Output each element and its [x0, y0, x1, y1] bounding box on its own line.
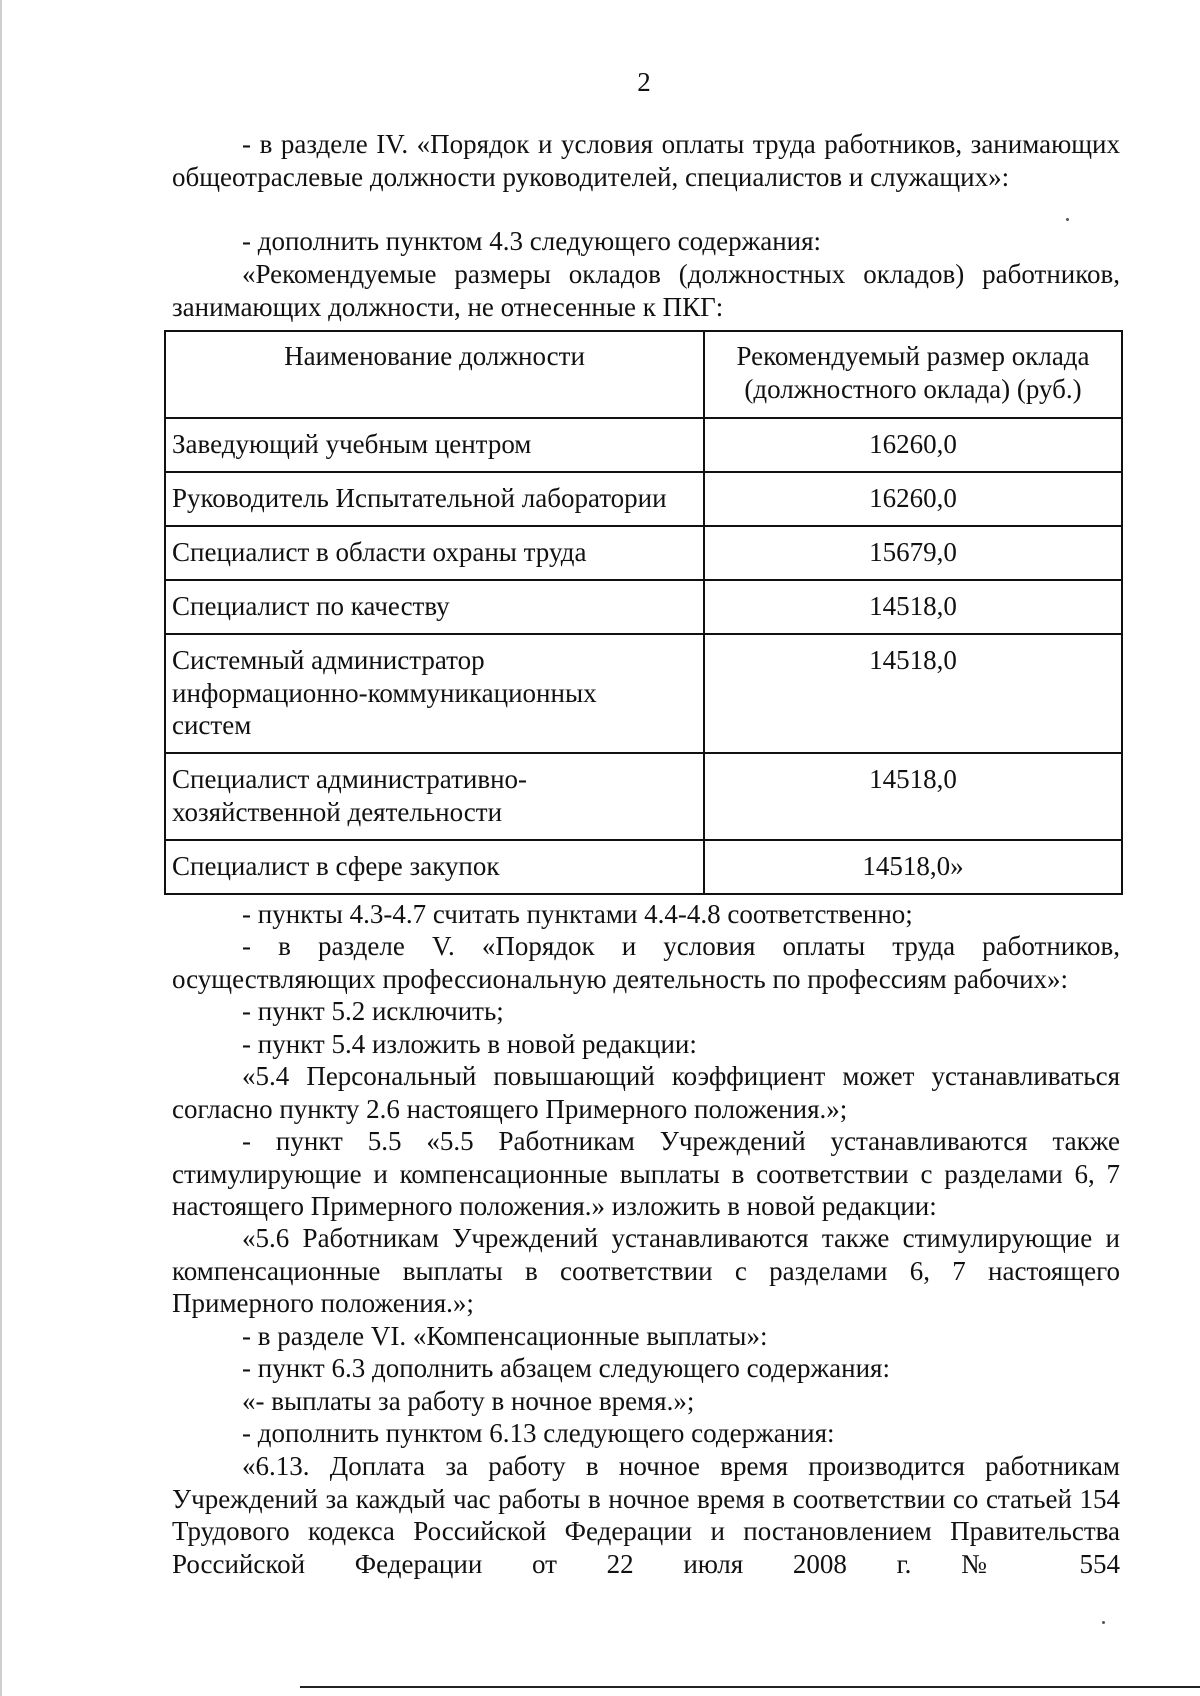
paragraph-5-4-new-edition: - пункт 5.4 изложить в новой редакции:: [242, 1029, 697, 1059]
paragraph-exclude-5-2: - пункт 5.2 исключить;: [242, 996, 504, 1026]
table-row: [165, 526, 1122, 580]
paragraph-add-point-4-3: - дополнить пунктом 4.3 следующего содержания:: [242, 226, 822, 256]
paragraph-6-13-text: «6.13. Доплата за работу в ночное время производится работникам Учреждений за каждый час работы в ночное время в соответствии со статьей 154 Трудового кодекса Российской Федерации и постановлением Правительства Российской Федерации от 22 июля 2008 г. № 554: [172, 1451, 1120, 1579]
paragraph-section-iv: - в разделе IV. «Порядок и условия оплаты труда работников, занимающих общеотраслевые должности руководителей, специалистов и служащих»:: [172, 129, 1120, 192]
scan-edge: [0, 0, 2, 1696]
position-name: Руководитель Испытательной лаборатории: [165, 472, 704, 526]
paragraph-section-vi: - в разделе VI. «Компенсационные выплаты»:: [242, 1321, 768, 1351]
table-header-row: [165, 331, 1122, 418]
table-row: [165, 418, 1122, 472]
paragraph-recommended-salaries: «Рекомендуемые размеры окладов (должностных окладов) работников, занимающих должности, не отнесенные к ПКГ:: [172, 259, 1120, 322]
scan-edge: [300, 1686, 1200, 1688]
salary-value: 14518,0: [704, 634, 1122, 753]
table-row: [165, 580, 1122, 634]
position-name: Специалист административно-хозяйственной деятельности: [165, 753, 704, 840]
position-name: Специалист в сфере закупок: [165, 840, 704, 894]
position-name: Системный администратор информационно-коммуникационных систем: [165, 634, 704, 753]
table-row: [165, 840, 1122, 894]
table-row: [165, 472, 1122, 526]
table-row: [165, 634, 1122, 753]
scan-speck: [1066, 218, 1069, 221]
table-row: [165, 753, 1122, 840]
paragraph-6-3-add: - пункт 6.3 дополнить абзацем следующего содержания:: [242, 1353, 890, 1383]
paragraph-5-4-text: «5.4 Персональный повышающий коэффициент может устанавливаться согласно пункту 2.6 настоящего Примерного положения.»;: [172, 1061, 1120, 1124]
page-number: 2: [637, 67, 651, 97]
salary-value: 14518,0: [704, 753, 1122, 840]
position-name: Заведующий учебным центром: [165, 418, 704, 472]
salary-value: 15679,0: [704, 526, 1122, 580]
paragraph-add-6-13: - дополнить пунктом 6.13 следующего содержания:: [242, 1418, 835, 1448]
salary-value: 14518,0»: [704, 840, 1122, 894]
paragraph-5-5-text: - пункт 5.5 «5.5 Работникам Учреждений устанавливаются также стимулирующие и компенсационные выплаты в соответствии с разделами 6, 7 настоящего Примерного положения.» изложить в новой редакции:: [172, 1126, 1120, 1221]
salary-value: 14518,0: [704, 580, 1122, 634]
salary-value: 16260,0: [704, 472, 1122, 526]
salary-value: 16260,0: [704, 418, 1122, 472]
salary-table: [164, 330, 1123, 895]
paragraph-section-v: - в разделе V. «Порядок и условия оплаты труда работников, осуществляющих профессиональную деятельность по профессиям рабочих»:: [172, 931, 1120, 994]
header-recommended-salary: Рекомендуемый размер оклада (должностного оклада) (руб.): [704, 331, 1122, 418]
paragraph-5-6-text: «5.6 Работникам Учреждений устанавливаются также стимулирующие и компенсационные выплаты в соответствии с разделами 6, 7 настоящего Примерного положения.»;: [172, 1223, 1120, 1318]
scan-speck: [1102, 1621, 1105, 1624]
position-name: Специалист по качеству: [165, 580, 704, 634]
paragraph-night-work-payments: «- выплаты за работу в ночное время.»;: [242, 1386, 695, 1416]
header-position-name: Наименование должности: [165, 331, 704, 418]
paragraph-renumber-points: - пункты 4.3-4.7 считать пунктами 4.4-4.8 соответственно;: [242, 899, 913, 929]
position-name: Специалист в области охраны труда: [165, 526, 704, 580]
